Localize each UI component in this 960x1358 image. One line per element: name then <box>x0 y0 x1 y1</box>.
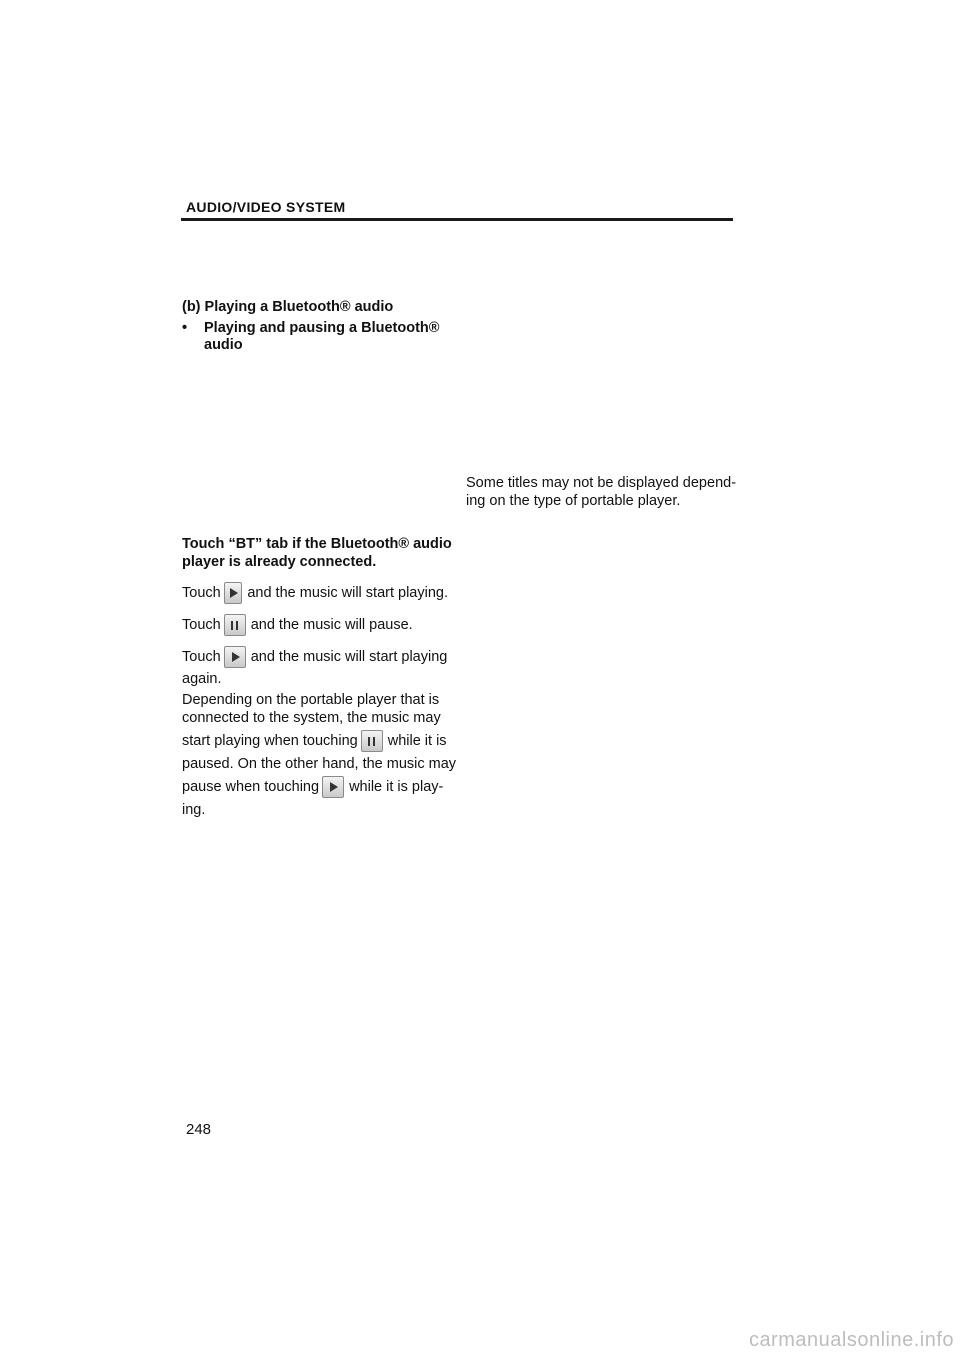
resume-instruction <box>182 645 448 669</box>
bullet-heading-text <box>204 320 439 354</box>
play-button[interactable] <box>322 776 344 798</box>
portable-player-note-line-1: Some titles may not be displayed depend- <box>466 475 737 491</box>
note-line-5a: pause when touching <box>182 779 320 795</box>
pause-instruction-text: and the music will pause. <box>250 617 413 633</box>
pause-button[interactable] <box>224 614 246 636</box>
pause-icon <box>231 621 238 630</box>
section-sub-heading: (b) Playing a Bluetooth® audio <box>182 299 394 315</box>
portable-player-note-line-2: ing on the type of portable player. <box>466 493 681 509</box>
instructions-block <box>182 535 457 819</box>
play-icon <box>232 652 240 662</box>
note-line-5b: while it is play- <box>349 779 444 795</box>
touch-word: Touch <box>182 585 221 601</box>
bullet-heading-line-1: Playing and pausing a Bluetooth® <box>204 320 440 336</box>
note-line-6: ing. <box>182 802 206 818</box>
bullet-heading <box>182 320 448 354</box>
resume-instruction-text: and the music will start playing <box>250 649 448 665</box>
page-number: 248 <box>186 1121 212 1138</box>
play-instruction <box>182 581 448 605</box>
intro-line-2: player is already connected. <box>182 554 377 570</box>
note-line-3b: while it is <box>387 733 447 749</box>
note-line-2: connected to the system, the music may <box>182 710 441 726</box>
resume-instruction-text-2: again. <box>182 671 222 687</box>
pause-instruction <box>182 613 448 637</box>
running-header: AUDIO/VIDEO SYSTEM <box>186 199 346 215</box>
pause-icon <box>368 737 375 746</box>
note-line-1: Depending on the portable player that is <box>182 692 440 708</box>
touch-word: Touch <box>182 617 221 633</box>
play-icon <box>330 782 338 792</box>
play-instruction-text: and the music will start playing. <box>247 585 448 601</box>
intro-line-1: Touch “BT” tab if the Bluetooth® audio <box>182 536 452 552</box>
bullet-icon: • <box>182 320 188 336</box>
touch-word: Touch <box>182 649 221 665</box>
watermark: carmanualsonline.info <box>748 1329 954 1351</box>
behavior-note <box>182 691 457 819</box>
bullet-heading-line-2: audio <box>204 337 243 353</box>
play-button[interactable] <box>224 582 243 604</box>
play-icon <box>230 588 238 598</box>
header-rule <box>181 218 733 221</box>
play-button[interactable] <box>224 646 246 668</box>
portable-player-note <box>466 474 736 510</box>
note-line-3a: start playing when touching <box>182 733 358 749</box>
note-line-3 <box>182 729 448 753</box>
note-line-4: paused. On the other hand, the music may <box>182 756 457 772</box>
note-line-5 <box>182 775 448 799</box>
pause-button[interactable] <box>361 730 383 752</box>
